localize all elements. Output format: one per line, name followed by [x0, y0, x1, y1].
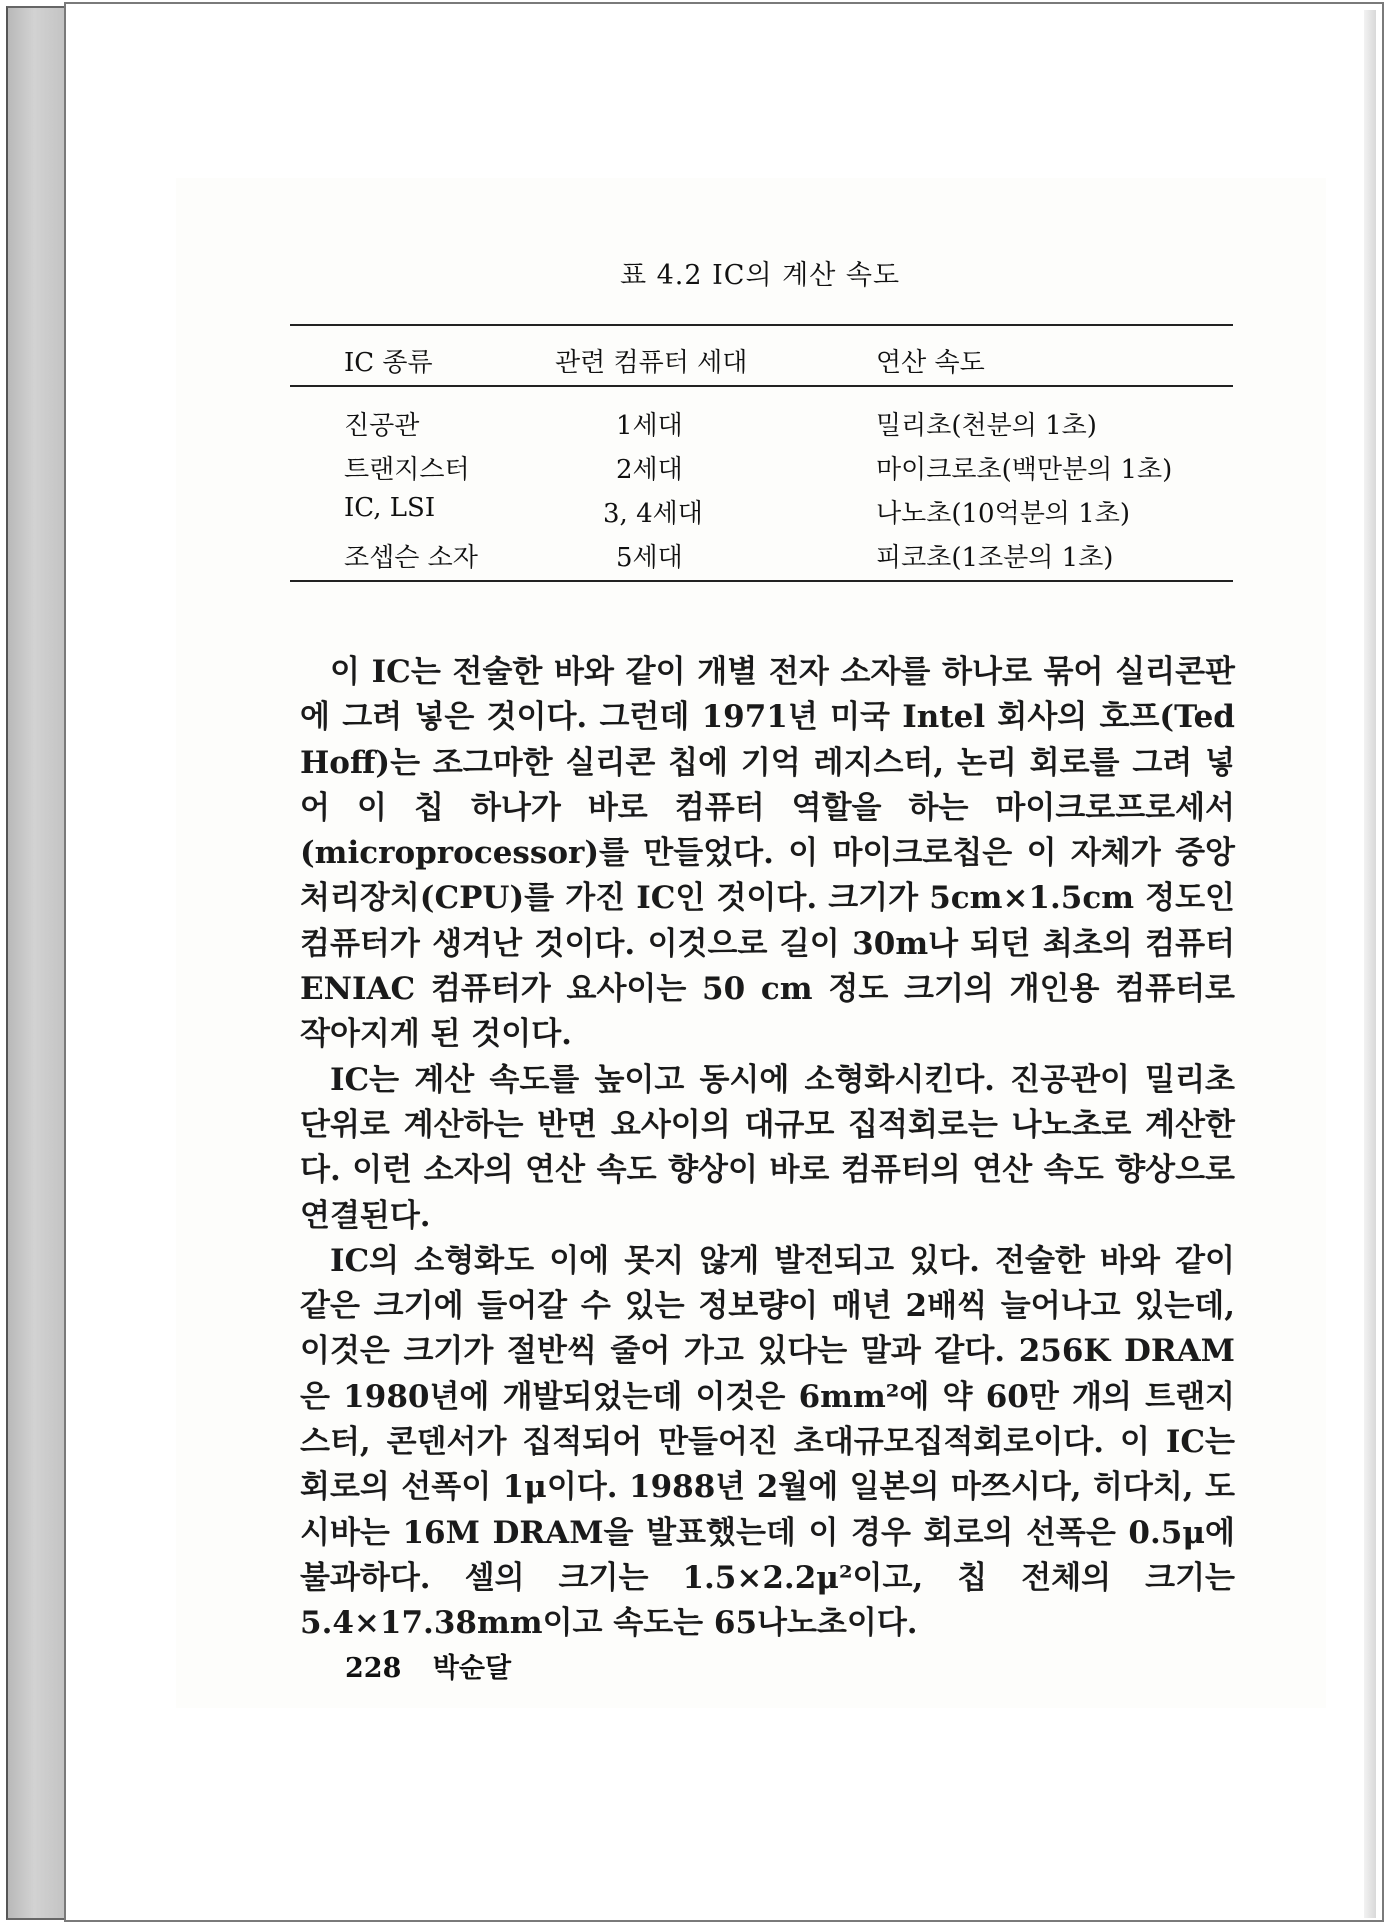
- table-header-speed: 연산 속도: [876, 348, 985, 378]
- table-caption: 표 4.2 IC의 계산 속도: [619, 260, 901, 291]
- table-cell: 밀리초(천분의 1초): [876, 411, 1097, 441]
- table-header-ic-type: IC 종류: [344, 348, 433, 378]
- table-cell: 1세대: [616, 411, 683, 441]
- paragraph: IC는 계산 속도를 높이고 동시에 소형화시킨다. 진공관이 밀리초 단위로 계산하는 반면 요사이의 대규모 집적회로는 나노초로 계산한다. 이런 소자의 연산 속도 향상이 바로 컴퓨터의 연산 속도 향상으로 연결된다.: [300, 1061, 1235, 1234]
- paragraph: IC의 소형화도 이에 못지 않게 발전되고 있다. 전술한 바와 같이 같은 크기에 들어갈 수 있는 정보량이 매년 2배씩 늘어나고 있는데, 이것은 크기가 절반씩 줄어 가고 있다는 말과 같다. 256K DRAM은 1980년에 개발되었는데 이것은 6mm²에 약 60만 개의 트랜지스터, 콘덴서가 집적되어 만들어진 초대규모집적회로이다. 이 IC는 회로의 선폭이 1μ이다. 1988년 2월에 일본의 마쯔시다, 히다치, 도시바는 16M DRAM을 발표했는데 이 경우 회로의 선폭은 0.5μ에 불과하다. 셀의 크기는 1.5×2.2μ²이고, 칩 전체의 크기는 5.4×17.38mm이고 속도는 65나노초이다.: [300, 1242, 1235, 1642]
- body-text: [300, 650, 1235, 1647]
- table-cell: 3, 4세대: [603, 499, 703, 529]
- table-cell: 트랜지스터: [344, 455, 470, 485]
- table-cell: 피코초(1조분의 1초): [876, 543, 1114, 573]
- page-footer: [345, 1646, 511, 1685]
- table-header-generation: 관련 컴퓨터 세대: [555, 348, 748, 378]
- table-cell: 마이크로초(백만분의 1초): [876, 455, 1173, 485]
- table-bottom-rule: [290, 580, 1233, 582]
- paragraph: 이 IC는 전술한 바와 같이 개별 전자 소자를 하나로 묶어 실리콘판에 그려 넣은 것이다. 그런데 1971년 미국 Intel 회사의 호프(Ted Hoff)는 조그마한 실리콘 칩에 기억 레지스터, 논리 회로를 그려 넣어 이 칩 하나가 바로 컴퓨터 역할을 하는 마이크로프로세서(microprocessor)를 만들었다. 이 마이크로칩은 이 자체가 중앙처리장치(CPU)를 가진 IC인 것이다. 크기가 5cm×1.5cm 정도인 컴퓨터가 생겨난 것이다. 이것으로 길이 30m나 되던 최초의 컴퓨터 ENIAC 컴퓨터가 요사이는 50 cm 정도 크기의 개인용 컴퓨터로 작아지게 된 것이다.: [300, 654, 1235, 1053]
- page-edge: [1364, 10, 1376, 1918]
- table-cell: 조셉슨 소자: [344, 543, 478, 573]
- table-header-rule: [290, 385, 1233, 387]
- author-name: 박순달: [432, 1653, 512, 1684]
- table-top-rule: [290, 324, 1233, 326]
- table-cell: 5세대: [616, 543, 683, 573]
- table-cell: 2세대: [616, 455, 683, 485]
- page-number: 228: [345, 1653, 402, 1684]
- book-spine: [6, 6, 66, 1920]
- table-cell: IC, LSI: [344, 493, 436, 523]
- table-cell: 진공관: [344, 411, 420, 441]
- table-cell: 나노초(10억분의 1초): [876, 499, 1130, 529]
